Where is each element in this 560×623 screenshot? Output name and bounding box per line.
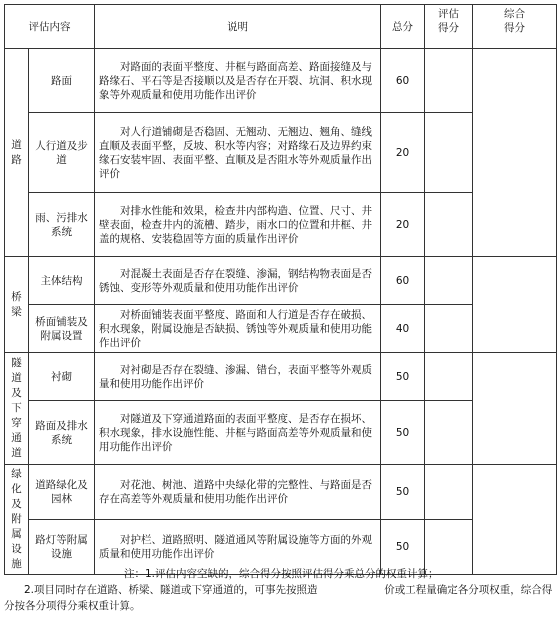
sub-item: 路面 [29, 49, 95, 113]
header-total: 总分 [381, 5, 425, 49]
description: 对排水性能和效果，检查井内部构造、位置、尺寸、井壁表面，检查井内的流槽、踏步，雨水口的位置和井框、井盖的规格、安装稳固等方面的质量作出评价 [95, 193, 381, 257]
total-score: 20 [381, 193, 425, 257]
header-composite-score: 综合 得分 [473, 5, 557, 49]
total-score: 50 [381, 520, 425, 575]
sub-item: 雨、污排水系统 [29, 193, 95, 257]
total-score: 40 [381, 305, 425, 353]
sub-item: 主体结构 [29, 257, 95, 305]
header-row [5, 5, 557, 49]
note-2: 2.项目同时存在道路、桥梁、隧道或下穿通道的，可事先按照造 价或工程量确定各分项权重，综合得分按各分项得分乘权重计算。 [4, 584, 553, 612]
note-1: 注：1.评估内容空缺的，综合得分按照评估得分乘总分的权重计算； [124, 568, 439, 580]
description: 对人行道铺砌是否稳固、无翘动、无翘边、翘角、缝线直顺及表面平整，反坡、积水等内容；对路缘石及边界约束缘石安装牢固、表面平整、直顺及是否阻水等外观质量作出评价 [95, 113, 381, 193]
composite-score-cell [473, 353, 557, 465]
sub-item: 桥面铺装及附属设置 [29, 305, 95, 353]
composite-score-cell [473, 49, 557, 257]
eval-score-cell [425, 401, 473, 465]
eval-score-cell [425, 305, 473, 353]
description: 对花池、树池、道路中央绿化带的完整性、与路面是否存在高差等外观质量和使用功能作出评价 [95, 465, 381, 520]
category-bridge: 桥梁 [5, 257, 29, 353]
description: 对护栏、道路照明、隧道通风等附属设施等方面的外观质量和使用功能作出评价 [95, 520, 381, 575]
category-road: 道路 [5, 49, 29, 257]
sub-item: 人行道及步道 [29, 113, 95, 193]
notes [4, 566, 556, 614]
eval-score-cell [425, 193, 473, 257]
header-description: 说明 [95, 5, 381, 49]
sub-item: 路面及排水系统 [29, 401, 95, 465]
eval-score-cell [425, 465, 473, 520]
total-score: 50 [381, 401, 425, 465]
header-item: 评估内容 [5, 5, 95, 49]
category-tunnel: 隧道及下穿通道 [5, 353, 29, 465]
description: 对衬砌是否存在裂缝、渗漏、错台，表面平整等外观质量和使用功能作出评价 [95, 353, 381, 401]
eval-score-cell [425, 257, 473, 305]
category-greening: 绿化及附属设施 [5, 465, 29, 575]
total-score: 20 [381, 113, 425, 193]
sub-item: 道路绿化及园林 [29, 465, 95, 520]
eval-score-cell [425, 113, 473, 193]
sub-item: 衬砌 [29, 353, 95, 401]
table-row [5, 353, 557, 401]
composite-score-cell [473, 257, 557, 353]
table-row [5, 257, 557, 305]
table-row [5, 49, 557, 113]
sub-item: 路灯等附属设施 [29, 520, 95, 575]
description: 对隧道及下穿通道路面的表面平整度、是否存在损坏、积水现象，排水设施性能、井框与路面高差等外观质量和使用功能作出评价 [95, 401, 381, 465]
composite-score-cell [473, 465, 557, 575]
total-score: 60 [381, 257, 425, 305]
total-score: 50 [381, 353, 425, 401]
total-score: 50 [381, 465, 425, 520]
description: 对路面的表面平整度、井框与路面高差、路面接缝及与路缘石、平石等是否接顺以及是否存在开裂、坑洞、积水现象等外观质量和使用功能作出评价 [95, 49, 381, 113]
description: 对混凝土表面是否存在裂缝、渗漏，钢结构物表面是否锈蚀、变形等外观质量和使用功能作出评价 [95, 257, 381, 305]
header-eval-score: 评估 得分 [425, 5, 473, 49]
eval-score-cell [425, 353, 473, 401]
total-score: 60 [381, 49, 425, 113]
description: 对桥面铺装表面平整度、路面和人行道是否存在破损、积水现象，附属设施是否缺损、锈蚀等外观质量和使用功能作出评价 [95, 305, 381, 353]
table-row [5, 465, 557, 520]
evaluation-table [4, 4, 557, 575]
eval-score-cell [425, 49, 473, 113]
